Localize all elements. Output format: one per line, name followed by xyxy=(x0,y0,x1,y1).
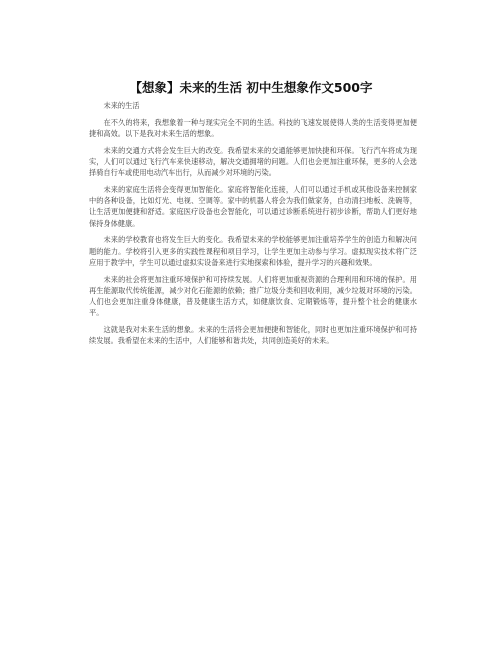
paragraph-conclusion: 这就是我对未来生活的想象。未来的生活将会更加便捷和智能化，同时也更加注重环境保护和可持续发展。我希望在未来的生活中，人们能够和谐共处，共同创造美好的未来。 xyxy=(89,325,417,346)
paragraph-home: 未来的家庭生活将会变得更加智能化。家庭将智能化连接，人们可以通过手机或其他设备来控制家中的各种设备，比如灯光、电视、空调等。家中的机器人将会为我们做家务，自动清扫地板、洗碗等，让生活更加便捷和舒适。家庭医疗设备也会智能化，可以通过诊断系统进行初步诊断，帮助人们更好地保持身体健康。 xyxy=(89,185,417,228)
paragraph-heading: 未来的生活 xyxy=(103,101,140,110)
document-title: 【想象】未来的生活 初中生想象作文500字 xyxy=(129,80,373,95)
paragraph-intro: 在不久的将来，我想象着一种与现实完全不同的生活。科技的飞速发展使得人类的生活变得更加便捷和高效。以下是我对未来生活的想象。 xyxy=(89,117,417,138)
paragraph-society: 未来的社会将更加注重环境保护和可持续发展。人们将更加重视资源的合理利用和环境的保护。用再生能源取代传统能源，减少对化石能源的依赖；推广垃圾分类和回收利用，减少垃圾对环境的污染。人们也会更加注重身体健康，普及健康生活方式，如健康饮食、定期锻炼等，提升整个社会的健康水平。 xyxy=(89,274,417,318)
document-body xyxy=(89,100,417,352)
paragraph-transport: 未来的交通方式将会发生巨大的改变。我希望未来的交通能够更加快捷和环保。飞行汽车将成为现实，人们可以通过飞行汽车来快速移动，解决交通拥堵的问题。人们也会更加注重环保，更多的人会选择骑自行车或使用电动汽车出行，从而减少对环境的污染。 xyxy=(89,145,417,178)
paragraph-school: 未来的学校教育也将发生巨大的变化。我希望未来的学校能够更加注重培养学生的创造力和解决问题的能力。学校将引入更多的实践性课程和项目学习，让学生更加主动参与学习。虚拟现实技术将广泛应用于教学中，学生可以通过虚拟实设备来进行实地探索和体验，提升学习的兴趣和效果。 xyxy=(89,235,417,267)
